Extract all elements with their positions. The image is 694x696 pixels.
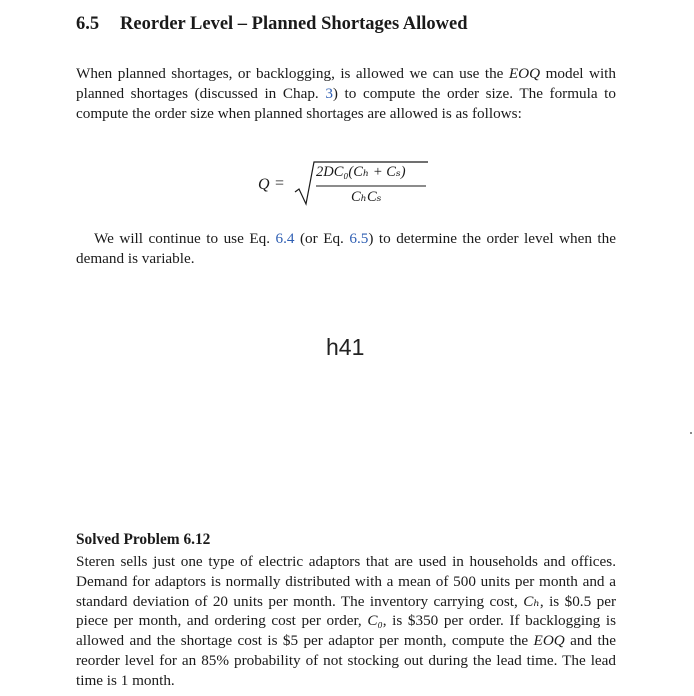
section-heading — [76, 14, 468, 35]
equation-link-6-5[interactable]: 6.5 — [349, 230, 369, 247]
formula-denominator: CₕCₛ — [351, 189, 382, 205]
continue-text-2: (or Eq. — [294, 230, 350, 247]
scroll-indicator-dot — [690, 432, 692, 434]
continue-text-1: We will continue to use Eq. — [94, 230, 276, 247]
continue-paragraph — [76, 229, 616, 269]
formula-lhs: Q — [258, 176, 270, 193]
intro-text-1: When planned shortages, or backlogging, is allowed we can use the — [76, 65, 509, 82]
intro-text-3: ) to compute the order size. The formula to compute the order size when planned shortages are allowed is as follows: — [76, 84, 616, 122]
watermark-text: h41 — [326, 334, 365, 360]
problem-ch: Cₕ — [523, 592, 540, 610]
problem-eoq: EOQ — [533, 632, 565, 650]
problem-text-4: and the reorder level for an 85% probability of not stocking out during the lead time. The lead time is 1 month. — [76, 632, 617, 689]
eoq-formula — [248, 158, 448, 208]
formula-numerator: 2DC₀(Cₕ + Cₛ) — [316, 164, 406, 180]
problem-text-1: Steren sells just one type of electric adaptors that are used in households and offices. Demand for adaptors is normally distributed with a mean of 500 units per month and a standard deviation of 20 units per month. The inventory carrying cost, — [76, 553, 616, 610]
equation-link-6-4[interactable]: 6.4 — [275, 230, 295, 247]
section-title: Reorder Level – Planned Shortages Allowed — [120, 14, 468, 34]
problem-paragraph — [76, 552, 616, 691]
problem-text-3: , is $350 per order. If backlogging is allowed and the shortage cost is $5 per adaptor per month, compute the — [76, 612, 616, 650]
problem-heading: Solved Problem 6.12 — [76, 531, 211, 548]
intro-paragraph — [76, 64, 616, 123]
intro-eoq: EOQ — [508, 65, 541, 82]
problem-co: C₀ — [367, 612, 383, 630]
intro-text-2: model with planned shortages (discussed in Chap. — [76, 65, 616, 102]
chapter-link[interactable]: 3 — [325, 84, 333, 102]
problem-text-2: , is $0.5 per piece per month, and ordering cost per order, — [76, 592, 616, 630]
section-number: 6.5 — [76, 14, 100, 34]
continue-text-3: ) to determine the order level when the demand is variable. — [76, 230, 616, 267]
formula-equals: = — [275, 175, 285, 192]
